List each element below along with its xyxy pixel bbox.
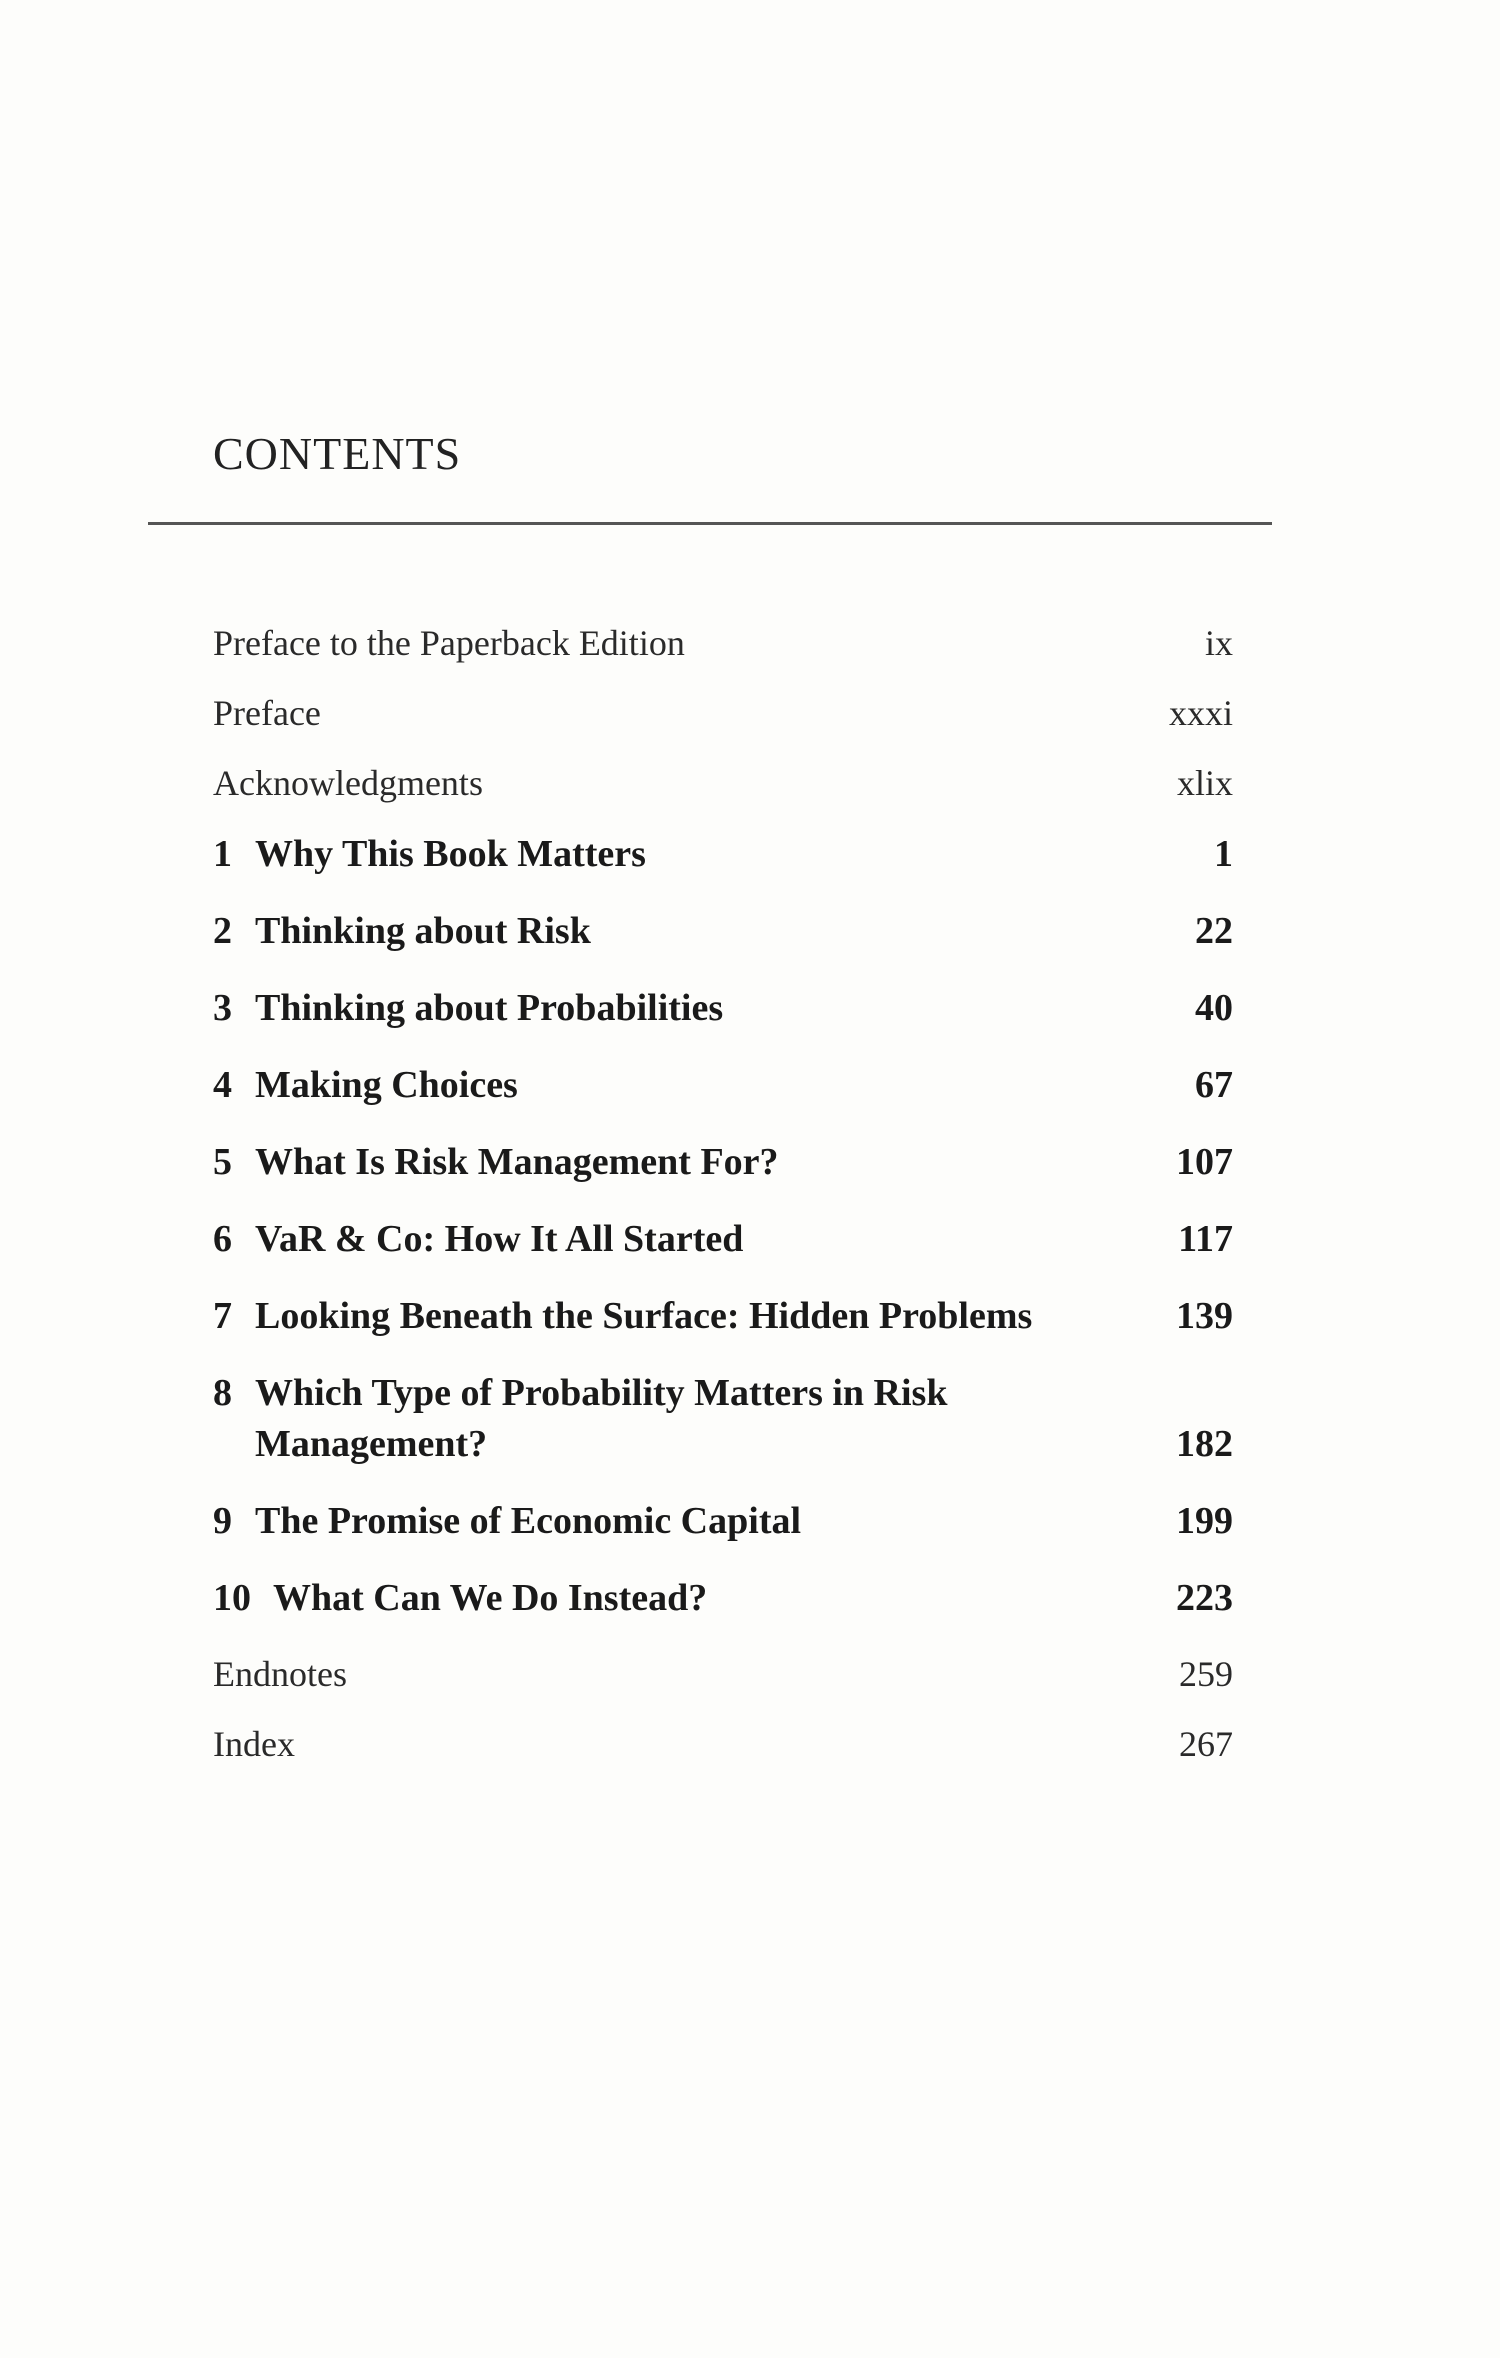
entry-title: Preface xyxy=(213,693,321,733)
entry-title: Acknowledgments xyxy=(213,763,483,803)
entry-title: Endnotes xyxy=(213,1654,347,1694)
chapter-page-number: 199 xyxy=(1176,1500,1233,1542)
entry-page-number: xxxi xyxy=(1168,693,1233,733)
chapter-page-number: 107 xyxy=(1176,1141,1233,1183)
toc-chapter-7 xyxy=(213,1294,1233,1371)
chapter-title: VaR & Co: How It All Started xyxy=(255,1218,744,1260)
chapter-title-line2: Management? xyxy=(255,1423,488,1465)
toc-entry-index xyxy=(213,1723,1233,1793)
chapter-page-number: 182 xyxy=(1176,1423,1233,1465)
entry-title: Index xyxy=(213,1724,295,1764)
toc-chapter-8 xyxy=(213,1371,1233,1499)
entry-page-number: xlix xyxy=(1176,763,1233,803)
toc-chapter-5 xyxy=(213,1140,1233,1217)
chapter-page-number: 1 xyxy=(1214,833,1233,875)
toc-chapter-4 xyxy=(213,1063,1233,1140)
toc-chapter-9 xyxy=(213,1499,1233,1576)
chapter-page-number: 40 xyxy=(1195,987,1233,1029)
toc-chapter-3 xyxy=(213,986,1233,1063)
chapter-number: 2 xyxy=(213,910,232,952)
toc-chapter-2 xyxy=(213,909,1233,986)
toc-entry-preface xyxy=(213,692,1233,762)
toc-chapter-1 xyxy=(213,832,1233,909)
chapter-number: 8 xyxy=(213,1372,232,1414)
chapter-number: 10 xyxy=(213,1577,251,1619)
entry-page-number: 267 xyxy=(1179,1724,1233,1764)
chapter-title: Looking Beneath the Surface: Hidden Problems xyxy=(255,1295,1033,1337)
toc-chapter-10 xyxy=(213,1576,1233,1653)
chapter-number: 1 xyxy=(213,833,232,875)
entry-page-number: ix xyxy=(1204,623,1233,663)
toc-entry-acknowledgments xyxy=(213,762,1233,832)
chapter-title: What Can We Do Instead? xyxy=(273,1577,708,1619)
table-of-contents xyxy=(213,622,1233,1793)
chapter-title-line1: Which Type of Probability Matters in Risk xyxy=(255,1372,948,1414)
heading-rule xyxy=(148,522,1272,525)
toc-entry-endnotes xyxy=(213,1653,1233,1723)
chapter-page-number: 67 xyxy=(1195,1064,1233,1106)
chapter-number: 5 xyxy=(213,1141,232,1183)
toc-chapter-6 xyxy=(213,1217,1233,1294)
contents-heading: CONTENTS xyxy=(213,428,462,479)
chapter-title: Thinking about Risk xyxy=(255,910,591,952)
chapter-number: 6 xyxy=(213,1218,232,1260)
chapter-title: What Is Risk Management For? xyxy=(255,1141,779,1183)
entry-page-number: 259 xyxy=(1179,1654,1233,1694)
chapter-title: Thinking about Probabilities xyxy=(255,987,724,1029)
entry-title: Preface to the Paperback Edition xyxy=(213,623,685,663)
chapter-title: Why This Book Matters xyxy=(255,833,646,875)
chapter-number: 3 xyxy=(213,987,232,1029)
chapter-number: 7 xyxy=(213,1295,232,1337)
chapter-number: 9 xyxy=(213,1500,232,1542)
chapter-page-number: 223 xyxy=(1176,1577,1233,1619)
chapter-title: Making Choices xyxy=(255,1064,518,1106)
chapter-title: The Promise of Economic Capital xyxy=(255,1500,802,1542)
chapter-number: 4 xyxy=(213,1064,232,1106)
chapter-page-number: 139 xyxy=(1176,1295,1233,1337)
chapter-page-number: 117 xyxy=(1178,1218,1233,1260)
toc-entry-preface-paperback xyxy=(213,622,1233,692)
chapter-page-number: 22 xyxy=(1195,910,1233,952)
